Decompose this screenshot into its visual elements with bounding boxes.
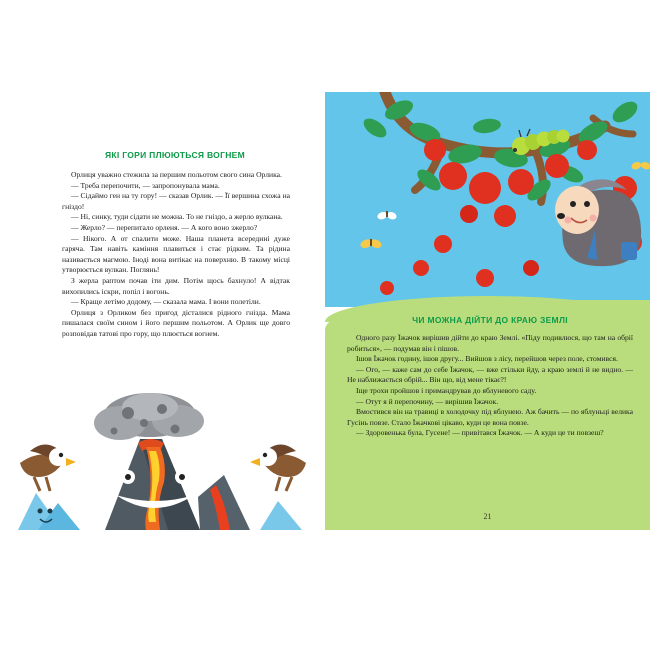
paragraph: — Отут я й перепочину, — вирішив Їжачок. bbox=[356, 396, 499, 406]
apple-tree-illustration bbox=[325, 92, 650, 307]
paragraph: — Треба перепочити, — запропонувала мама. bbox=[71, 180, 220, 190]
volcano-mountain bbox=[105, 439, 200, 530]
paragraph: Орлиця з Орликом без пригод дісталися рідного гнізда. Мама пишалася своїм сином і його першим польотом. А Орлик ще довго розповідав татові про гору, що плюється вогнем. bbox=[62, 307, 290, 338]
paragraph: Ішов Їжачок годину, ішов другу... Вийшов з лісу, перейшов через поле, стомився. bbox=[356, 354, 618, 364]
lava-flow bbox=[198, 475, 250, 530]
paragraph: Орлиця уважно стежила за першим польотом свого сина Орлика. bbox=[71, 170, 282, 179]
right-story-text bbox=[347, 333, 633, 439]
paragraph: — Ого, — каже сам до себе Їжачок, — вже стільки йду, а краю землі й не видно. — Не наближається обрій... Він що, від мене тікає?! bbox=[347, 364, 633, 385]
right-story-title: ЧИ МОЖНА ДІЙТИ ДО КРАЮ ЗЕМЛІ bbox=[412, 315, 568, 325]
volcano-illustration bbox=[10, 385, 315, 530]
right-page bbox=[325, 0, 650, 650]
smoke-cloud bbox=[94, 393, 204, 440]
left-story-title: ЯКІ ГОРИ ПЛЮЮТЬСЯ ВОГНЕМ bbox=[104, 150, 246, 160]
paragraph: Вмостився він на травиці в холодочку під яблунею. Аж бачить — по яблуньці велика Гусінь повзе. Стало Їжачкові цікаво, куди це вона повзе. bbox=[347, 407, 633, 427]
eagle-left bbox=[20, 444, 76, 491]
left-story-text bbox=[62, 170, 290, 340]
paragraph: — Ні, синку, туди сідати не можна. То не гніздо, а жерло вулкана. bbox=[71, 212, 283, 222]
paragraph: З жерла раптом почав іти дим. Потім щось бахнуло! А відтак вихопились іскри, попіл і вогонь. bbox=[62, 275, 290, 296]
paragraph: Іще трохи пройшов і примандрував до яблуневого саду. bbox=[356, 385, 537, 395]
paragraph: — Здоровенька була, Гусене! — привітався Їжачок. — А куди це ти повзеш? bbox=[356, 428, 604, 438]
paragraph: — Сідаймо ген на ту гору! — сказав Орлик. — Її вершина схожа на гніздо! bbox=[62, 191, 290, 211]
paragraph: — Жерло? — перепитало орленя. — А кого воно зжерло? bbox=[71, 222, 258, 232]
paragraph: — Краще летімо додому, — сказала мама. І вони полетіли. bbox=[71, 297, 261, 307]
paragraph: — Нікого. А от спалити може. Наша планета всередині дуже гаряча. Там навіть каміння плавиться і стає рідким. Та рідина називається магмою. Іноді вона витікає на поверхню. В такому місці утворюється вулкан. Поглянь! bbox=[62, 233, 290, 275]
eagle-right bbox=[250, 444, 306, 491]
paragraph: Одного разу Їжачок вирішив дійти до краю Землі. «Піду подивлюся, що там на обрії робиться», — подумав він і пішов. bbox=[347, 333, 633, 353]
page-number: 21 bbox=[483, 512, 492, 521]
